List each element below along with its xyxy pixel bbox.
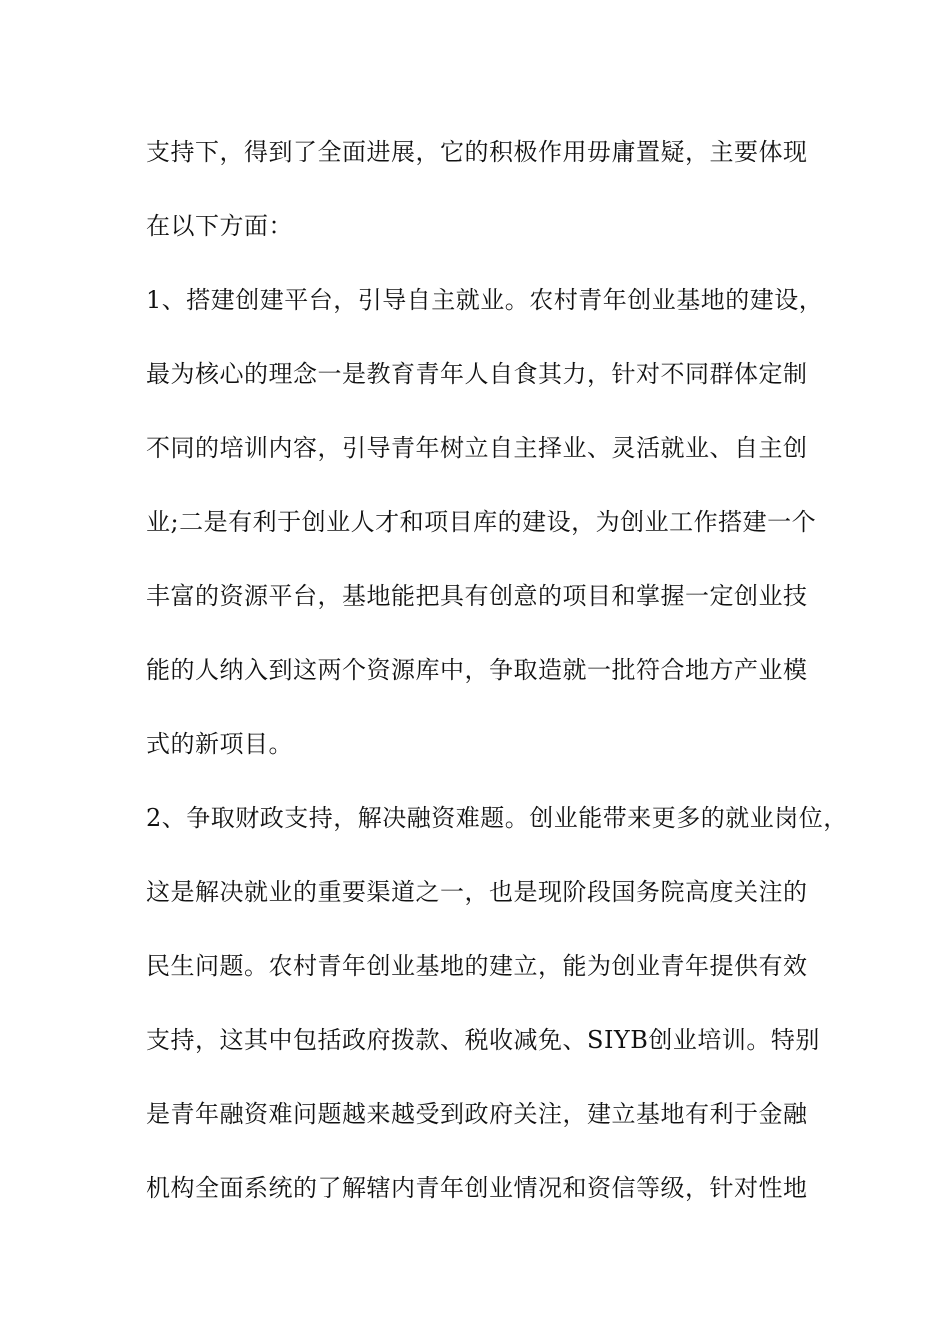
text-line: 能的人纳入到这两个资源库中，争取造就一批符合地方产业模 xyxy=(146,656,808,684)
text-line: 丰富的资源平台，基地能把具有创意的项目和掌握一定创业技 xyxy=(146,582,808,610)
text-line: 民生问题。农村青年创业基地的建立，能为创业青年提供有效 xyxy=(146,952,808,980)
text-line: 机构全面系统的了解辖内青年创业情况和资信等级，针对性地 xyxy=(146,1174,808,1202)
text-line: 业;二是有利于创业人才和项目库的建设，为创业工作搭建一个 xyxy=(146,508,817,536)
text-line: 支持，这其中包括政府拨款、税收减免、SIYB创业培训。特别 xyxy=(146,1026,820,1054)
text-line: 支持下，得到了全面进展，它的积极作用毋庸置疑，主要体现 xyxy=(146,138,808,166)
text-line: 不同的培训内容，引导青年树立自主择业、灵活就业、自主创 xyxy=(146,434,808,462)
text-line: 2、争取财政支持，解决融资难题。创业能带来更多的就业岗位， xyxy=(146,804,848,832)
text-line: 在以下方面： xyxy=(146,212,293,240)
text-line: 这是解决就业的重要渠道之一，也是现阶段国务院高度关注的 xyxy=(146,878,808,906)
text-line: 1、搭建创建平台，引导自主就业。农村青年创业基地的建设， xyxy=(146,286,824,314)
text-line: 式的新项目。 xyxy=(146,730,293,758)
text-line: 是青年融资难问题越来越受到政府关注，建立基地有利于金融 xyxy=(146,1100,808,1128)
text-line: 最为核心的理念一是教育青年人自食其力，针对不同群体定制 xyxy=(146,360,808,388)
